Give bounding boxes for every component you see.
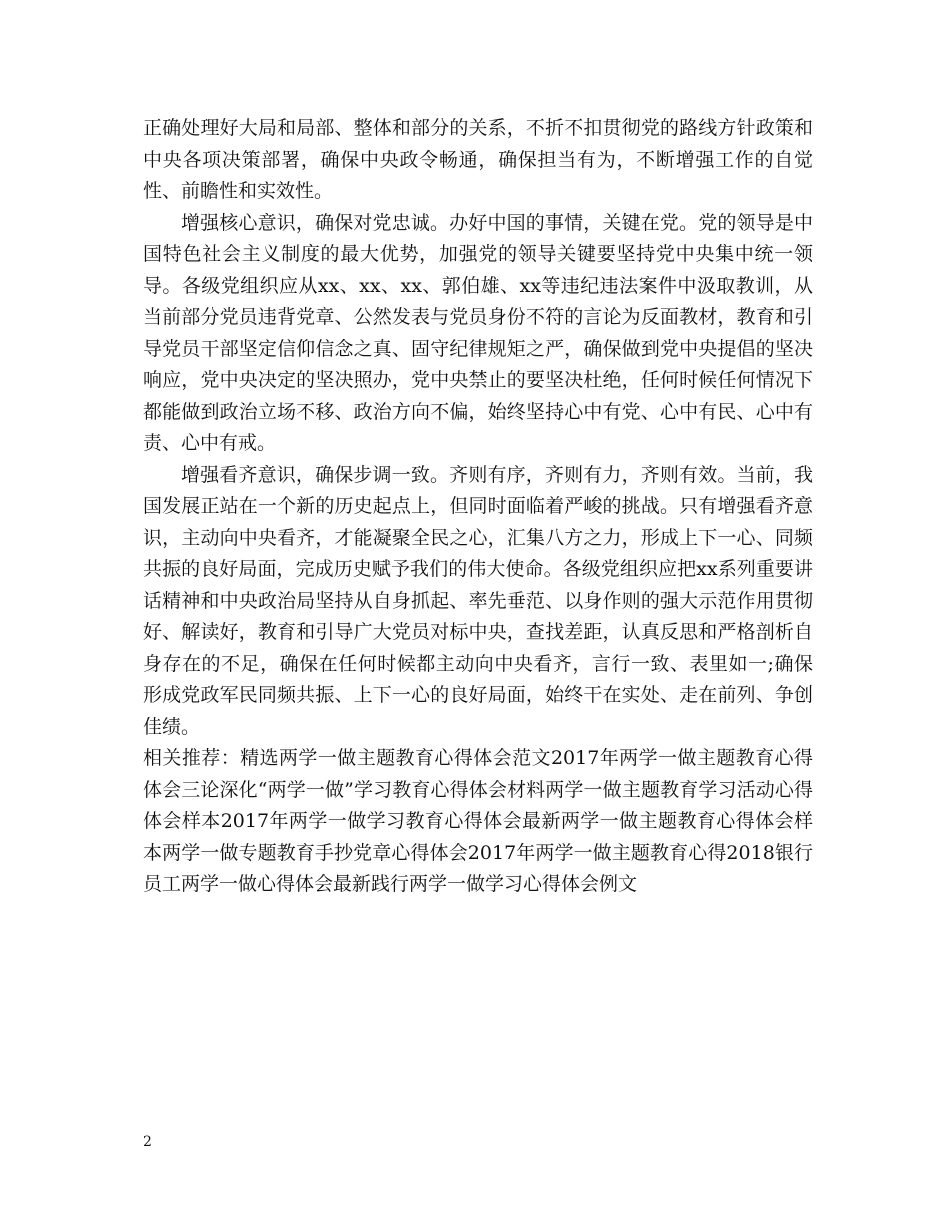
paragraph-continuation: 正确处理好大局和局部、整体和部分的关系，不折不扣贯彻党的路线方针政策和中央各项决策部署，确保中央政令畅通，确保担当有为，不断增强工作的自觉性、前瞻性和实效性。 xyxy=(143,117,813,202)
page-number: 2 xyxy=(143,1134,152,1150)
paragraph-core-awareness: 增强核心意识，确保对党忠诚。办好中国的事情，关键在党。党的领导是中国特色社会主义制度的最大优势，加强党的领导关键要坚持党中央集中统一领导。各级党组织应从xx、xx、xx、郭伯雄、xx等违纪违法案件中汲取教训，从当前部分党员违背党章、公然发表与党员身份不符的言论为反面教材，教育和引导党员干部坚定信仰信念之真、固守纪律规矩之严，确保做到党中央提倡的坚决响应，党中央决定的坚决照办，党中央禁止的要坚决杜绝，任何时候任何情况下都能做到政治立场不移、政治方向不偏，始终坚持心中有党、心中有民、心中有责、心中有戒。 xyxy=(143,211,813,454)
document-body xyxy=(143,113,813,901)
paragraph-alignment-awareness: 增强看齐意识，确保步调一致。齐则有序，齐则有力，齐则有效。当前，我国发展正站在一个新的历史起点上，但同时面临着严峻的挑战。只有增强看齐意识，主动向中央看齐，才能凝聚全民之心，汇集八方之力，形成上下一心、同频共振的良好局面，完成历史赋予我们的伟大使命。各级党组织应把xx系列重要讲话精神和中央政治局坚持从自身抓起、率先垂范、以身作则的强大示范作用贯彻好、解读好，教育和引导广大党员对标中央，查找差距，认真反思和严格剖析自身存在的不足，确保在任何时候都主动向中央看齐，言行一致、表里如一;确保形成党政军民同频共振、上下一心的良好局面，始终干在实处、走在前列、争创佳绩。 xyxy=(143,463,813,738)
related-recommendations: 相关推荐：精选两学一做主题教育心得体会范文2017年两学一做主题教育心得体会三论深化“两学一做”学习教育心得体会材料两学一做主题教育学习活动心得体会样本2017年两学一做学习教育心得体会最新两学一做主题教育心得体会样本两学一做专题教育手抄党章心得体会2017年两学一做主题教育心得2018银行员工两学一做心得体会最新践行两学一做学习心得体会例文 xyxy=(143,747,813,895)
